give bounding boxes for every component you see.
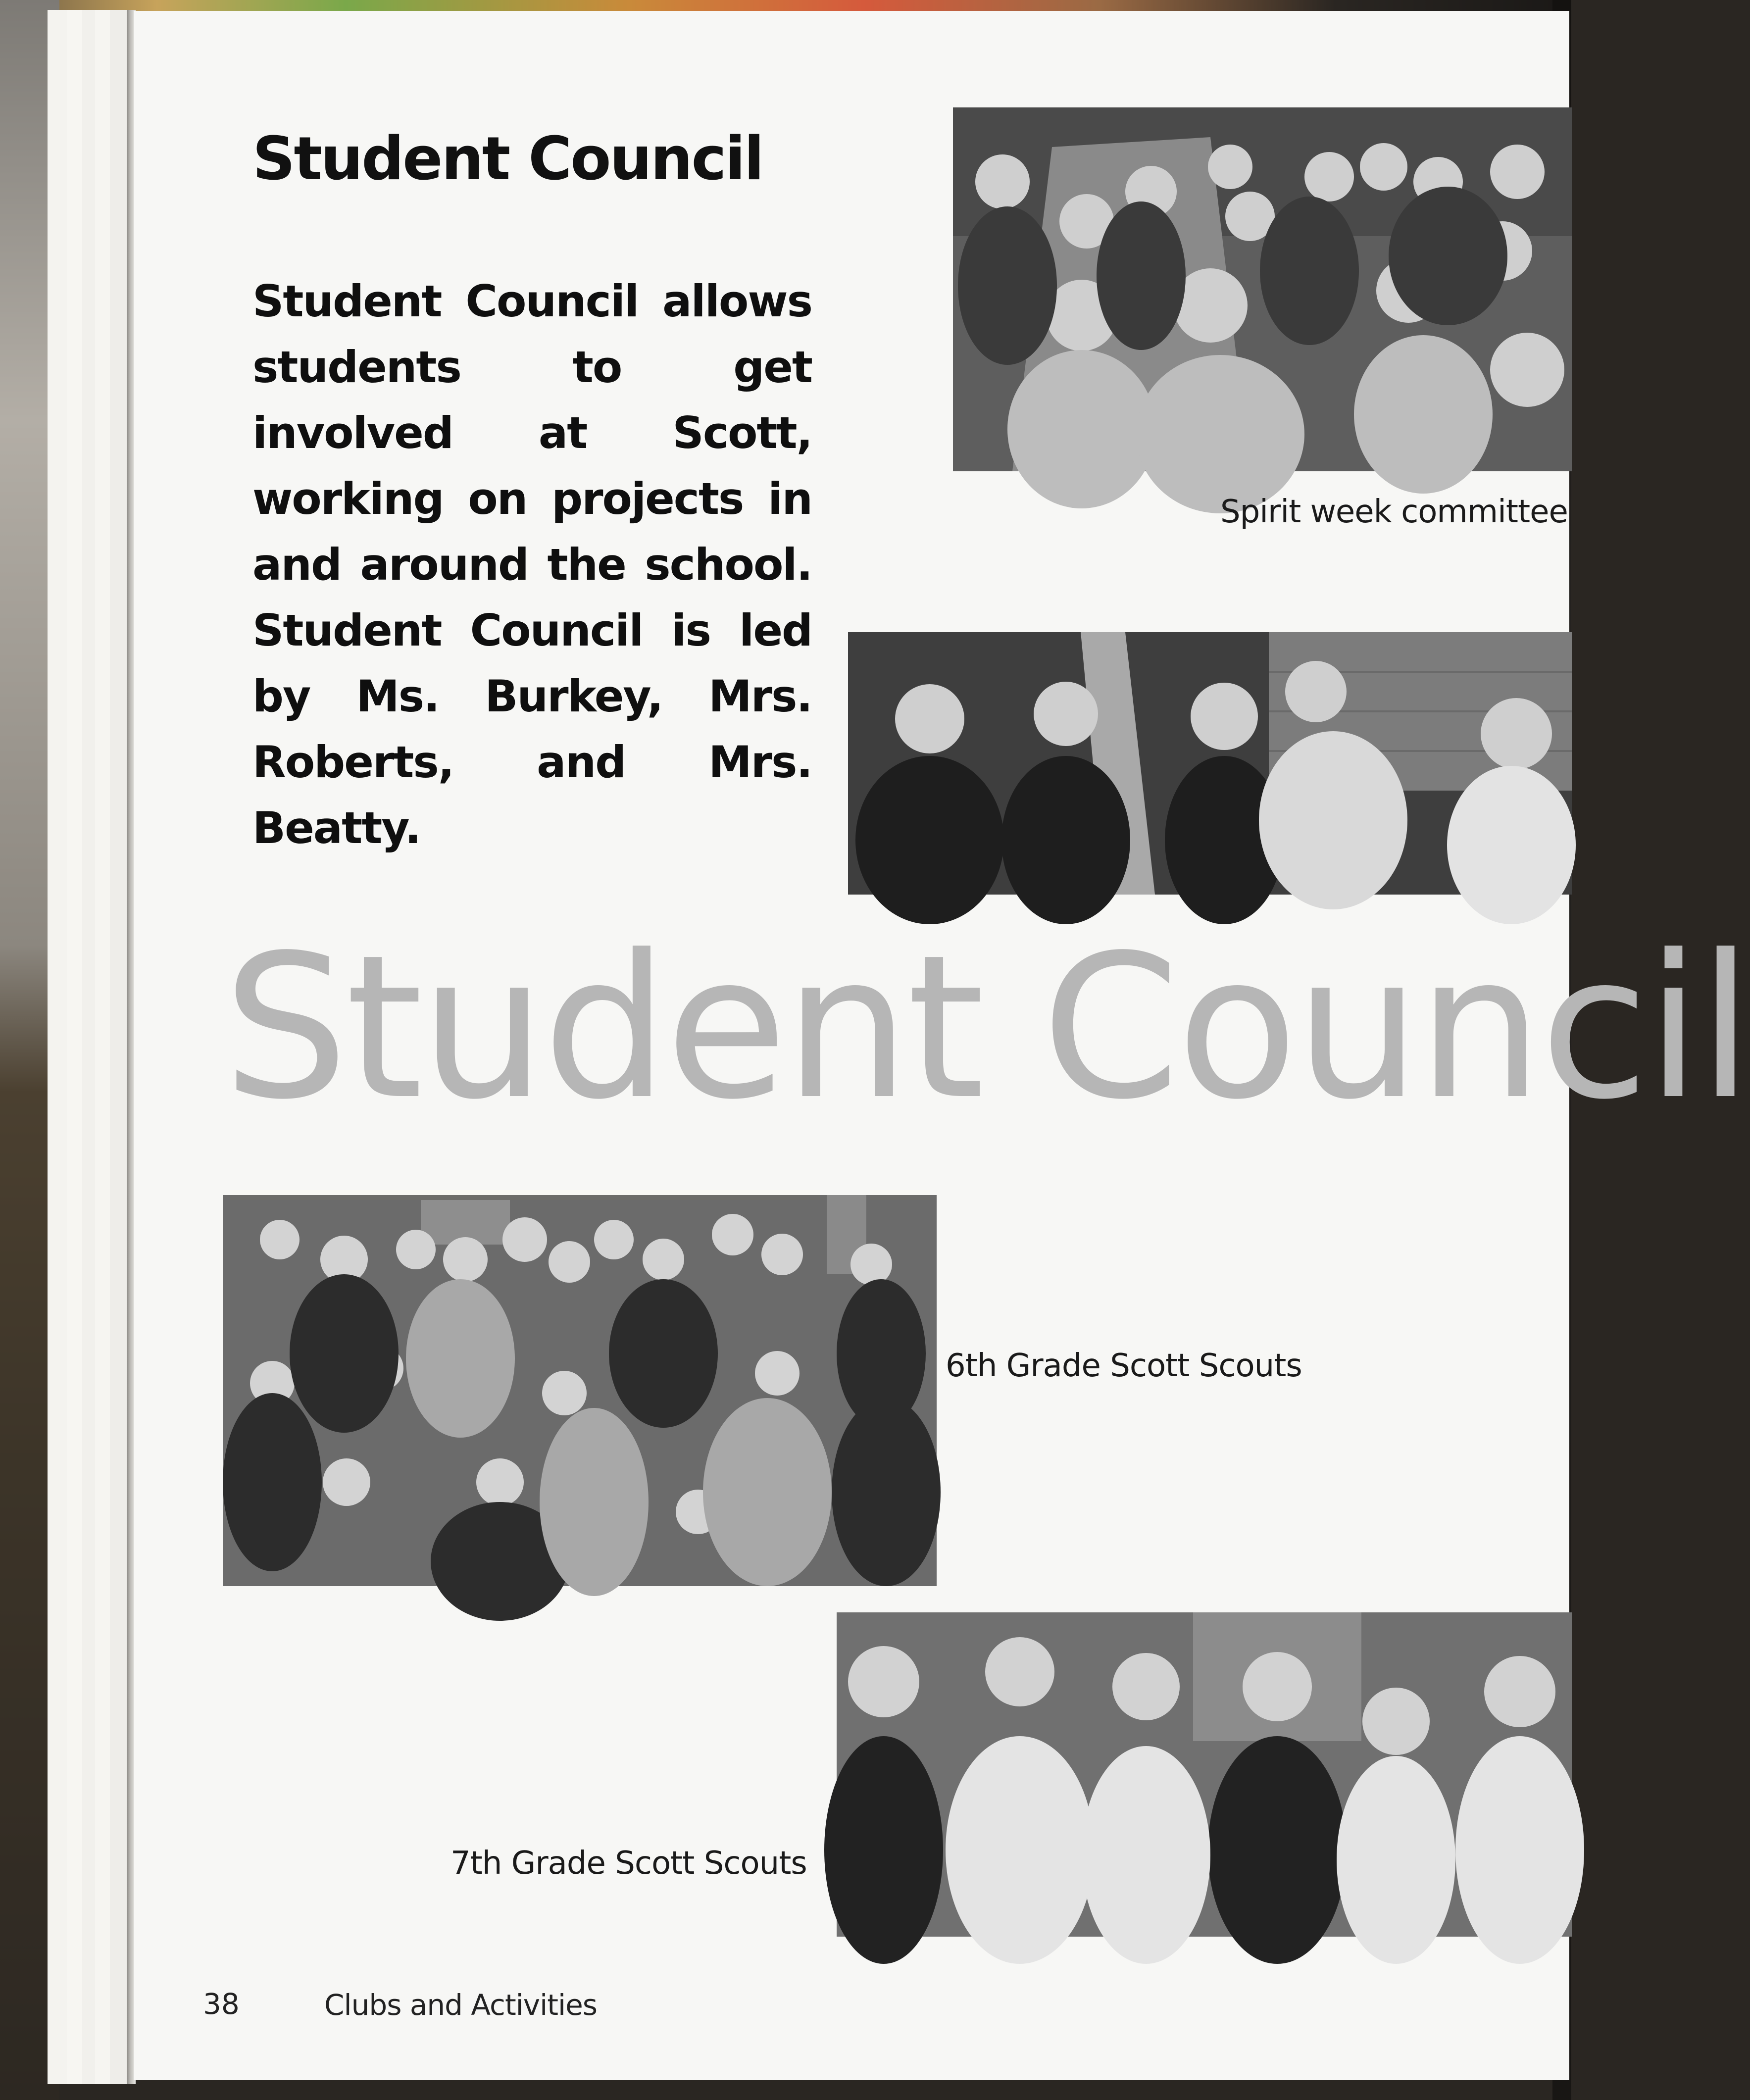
photo-spirit-week-committee (953, 107, 1572, 471)
photo-group-girls (848, 632, 1572, 895)
photo-caption: Spirit week committee (1220, 494, 1568, 530)
page-stack-edge (82, 10, 96, 2084)
yearbook-page (134, 11, 1750, 2080)
section-name: Clubs and Activities (324, 1988, 597, 2022)
photo-caption: 7th Grade Scott Scouts (450, 1845, 807, 1882)
page-stack-edge (48, 10, 68, 2084)
page-stack-edge (67, 10, 83, 2084)
intro-paragraph: Student Council allows students to get involved at Scott, working on projects in and around the school. Student Council is led by Ms. Burkey, Mrs. Roberts, and Mrs. Beatty. (252, 276, 812, 853)
page-stack-edge (95, 10, 111, 2084)
photo-6th-grade-scott-scouts (223, 1195, 937, 1586)
page-number: 38 (203, 1987, 240, 2021)
photo-7th-grade-scott-scouts (837, 1612, 1572, 1937)
photo-caption: 6th Grade Scott Scouts (946, 1348, 1302, 1384)
page-stack-edge (110, 10, 128, 2084)
decorative-banner-title: Student Council (223, 913, 1750, 1143)
page-title: Student Council (252, 125, 763, 194)
